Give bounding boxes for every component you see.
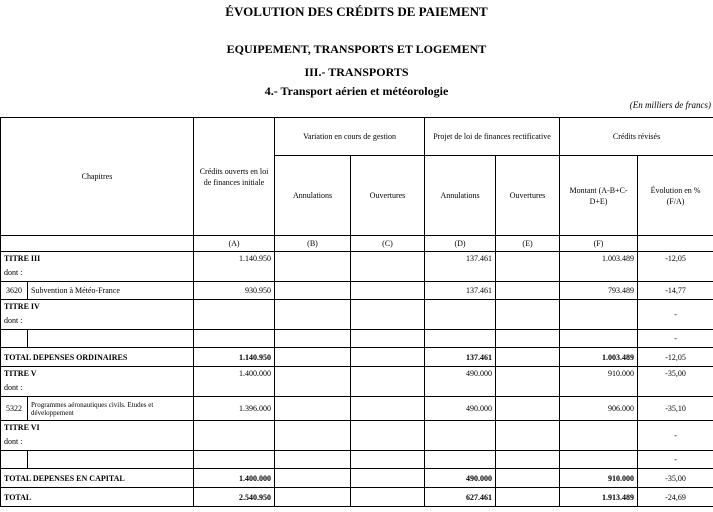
chapter-label: Programmes aéronautiques civils. Etudes et développement (28, 397, 194, 421)
header-letter-f: (F) (560, 236, 638, 252)
header-projet-loi: Projet de loi de finances rectificative (425, 118, 560, 156)
cell-f: 906.000 (560, 397, 638, 421)
cell-a: 1.140.950 (194, 348, 275, 367)
table-row (1, 421, 713, 451)
cell-a: 1.400.000 (194, 469, 275, 488)
section-heading: III.- TRANSPORTS (304, 65, 409, 79)
cell-a: 1.400.000 (194, 367, 275, 397)
row-label: TOTAL (1, 488, 194, 507)
row-label: TOTAL DEPENSES EN CAPITAL (1, 469, 194, 488)
cell-d: 137.461 (425, 348, 496, 367)
header-letter-e: (E) (496, 236, 560, 252)
cell-f: 1.913.489 (560, 488, 638, 507)
table-row (1, 488, 713, 507)
table-row (1, 282, 713, 300)
table-row (1, 451, 713, 469)
cell-f: 910.000 (560, 469, 638, 488)
dont-label: dont : (4, 316, 23, 325)
cell-g: - (638, 330, 713, 348)
subsection-heading: 4.- Transport aérien et météorologie (264, 84, 449, 98)
row-label: TITRE IV (4, 302, 40, 311)
cell-g: - (638, 300, 713, 330)
header-credits-revises: Crédits révisés (560, 118, 713, 156)
dont-label: dont : (4, 437, 23, 446)
dont-label: dont : (4, 268, 23, 277)
cell-f: 793.489 (560, 282, 638, 300)
row-label: TITRE III (4, 254, 41, 263)
cell-d: 137.461 (425, 282, 496, 300)
cell-g: -35,00 (638, 469, 713, 488)
row-label: TITRE V (4, 369, 37, 378)
cell-a: 1.396.000 (194, 397, 275, 421)
cell-d: 490.000 (425, 469, 496, 488)
ministry-heading: EQUIPEMENT, TRANSPORTS ET LOGEMENT (226, 42, 487, 56)
header-credits-ouverts: Crédits ouverts en loi de finances initiale (194, 118, 275, 236)
header-letter-d: (D) (425, 236, 496, 252)
credits-table (0, 117, 713, 507)
header-letter-g (638, 236, 713, 252)
header-letter-blank (1, 236, 194, 252)
cell-d: 490.000 (425, 397, 496, 421)
cell-g: -35,00 (638, 367, 713, 397)
header-letter-c: (C) (351, 236, 425, 252)
cell-a: 2.540.950 (194, 488, 275, 507)
header-montant: Montant (A-B+C-D+E) (560, 156, 638, 236)
cell-f: 1.003.489 (560, 348, 638, 367)
table-row (1, 348, 713, 367)
unit-note: (En milliers de francs) (629, 100, 711, 110)
table-row (1, 367, 713, 397)
cell-d: 627.461 (425, 488, 496, 507)
cell-f: 910.000 (560, 367, 638, 397)
header-annulations-d: Annulations (425, 156, 496, 236)
cell-d: 137.461 (425, 252, 496, 282)
chapter-label: Subvention à Météo-France (28, 282, 194, 300)
header-letter-a: (A) (194, 236, 275, 252)
table-row (1, 469, 713, 488)
header-letter-b: (B) (275, 236, 351, 252)
row-label: TITRE VI (4, 423, 40, 432)
cell-g: - (638, 421, 713, 451)
chapter-code: 5322 (1, 397, 28, 421)
cell-d: 490.000 (425, 367, 496, 397)
cell-g: -24,69 (638, 488, 713, 507)
cell-g: -12,05 (638, 348, 713, 367)
cell-a: 1.140.950 (194, 252, 275, 282)
header-evolution: Évolution en % (F/A) (638, 156, 713, 236)
cell-a: 930.950 (194, 282, 275, 300)
header-variation: Variation en cours de gestion (275, 118, 425, 156)
table-row (1, 252, 713, 282)
cell-g: -14,77 (638, 282, 713, 300)
cell-g: -35,10 (638, 397, 713, 421)
dont-label: dont : (4, 383, 23, 392)
header-chapitres: Chapitres (1, 118, 194, 236)
row-label: TOTAL DEPENSES ORDINAIRES (1, 348, 194, 367)
chapter-code: 3620 (1, 282, 28, 300)
table-row (1, 330, 713, 348)
cell-g: -12,05 (638, 252, 713, 282)
table-row (1, 300, 713, 330)
cell-f: 1.003.489 (560, 252, 638, 282)
header-ouvertures-c: Ouvertures (351, 156, 425, 236)
header-ouvertures-e: Ouvertures (496, 156, 560, 236)
cell-g: - (638, 451, 713, 469)
header-annulations-b: Annulations (275, 156, 351, 236)
table-row (1, 397, 713, 421)
page-title: ÉVOLUTION DES CRÉDITS DE PAIEMENT (225, 4, 488, 19)
